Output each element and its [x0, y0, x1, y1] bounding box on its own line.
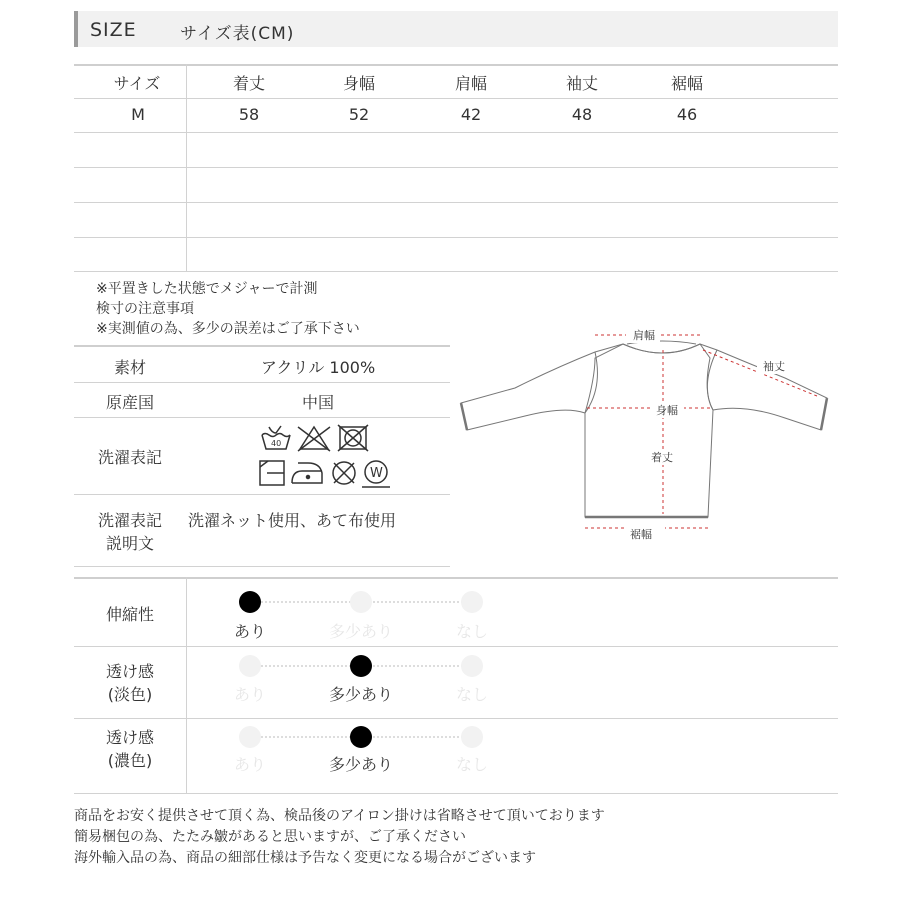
table-divider [74, 271, 838, 272]
scale-option-label: なし [455, 685, 488, 704]
table-divider [74, 132, 838, 133]
garment-neckline [623, 344, 700, 353]
table-divider [74, 793, 838, 794]
footer-note: 商品をお安く提供させて頂く為、検品後のアイロン掛けは省略させて頂いております [74, 808, 605, 824]
property-sublabel: (濃色) [107, 751, 153, 770]
origin-label: 原産国 [105, 393, 154, 412]
garment-cuff [821, 398, 827, 430]
section-header [74, 11, 838, 47]
garment-body-outline [585, 344, 713, 517]
size-table [74, 64, 838, 272]
care-desc-label-line1: 洗濯表記 [97, 511, 162, 530]
table-divider [74, 718, 838, 719]
column-header-chest: 身幅 [342, 74, 375, 93]
scale-dot [350, 591, 372, 613]
no-bleach-icon [298, 427, 330, 451]
care-icons [258, 423, 398, 493]
garment-left-sleeve [461, 344, 623, 430]
table-divider [74, 566, 450, 567]
table-divider [74, 202, 838, 203]
scale-dot-selected [350, 726, 372, 748]
column-header-hem: 裾幅 [670, 74, 703, 93]
material-value: アクリル 100% [260, 358, 376, 377]
material-table [74, 345, 450, 567]
care-label: 洗濯表記 [97, 448, 162, 467]
table-divider [74, 417, 450, 418]
measurement-note: ※実測値の為、多少の誤差はご了承下さい [96, 321, 360, 337]
table-divider [74, 98, 838, 99]
property-label: 伸縮性 [105, 605, 154, 624]
table-divider [74, 494, 450, 495]
no-tumble-dry-icon [338, 425, 368, 451]
diagram-label-sleeve: 袖丈 [763, 360, 785, 373]
scale-dot-selected [350, 655, 372, 677]
scale-option-label: あり [233, 755, 266, 774]
header-title: SIZE [90, 19, 137, 41]
table-column-divider [186, 64, 187, 272]
table-cell-length: 58 [238, 105, 260, 124]
table-cell-sleeve: 48 [571, 105, 593, 124]
hand-wash-40-icon [262, 426, 290, 449]
scale-dot [461, 726, 483, 748]
svg-text:W: W [370, 466, 383, 481]
scale-option-label: あり [233, 685, 266, 704]
table-divider [74, 646, 838, 647]
table-divider [74, 64, 838, 66]
table-cell-shoulder: 42 [460, 105, 482, 124]
table-cell-size: M [131, 105, 145, 124]
no-dry-clean-icon [333, 462, 355, 484]
table-divider [74, 237, 838, 238]
scale-option-label: 多少あり [328, 685, 393, 704]
measurement-note: ※平置きした状態でメジャーで計測 [96, 281, 318, 297]
column-header-sleeve: 袖丈 [565, 74, 598, 93]
garment-right-sleeve [700, 344, 827, 430]
origin-value: 中国 [301, 393, 334, 412]
column-header-shoulder: 肩幅 [454, 74, 487, 93]
scale-dot [239, 726, 261, 748]
table-divider [74, 382, 450, 383]
scale-dot [461, 591, 483, 613]
garment-left-armhole [585, 352, 597, 413]
line-dry-shade-icon [260, 461, 284, 485]
table-divider [74, 167, 838, 168]
diagram-label-shoulder: 肩幅 [633, 329, 655, 342]
scale-dot [239, 655, 261, 677]
svg-text:40: 40 [271, 439, 282, 448]
table-divider [74, 577, 838, 579]
scale-option-label: 多少あり [328, 755, 393, 774]
garment-right-armhole [707, 350, 717, 410]
scale-dot-selected [239, 591, 261, 613]
property-sublabel: (淡色) [107, 685, 153, 704]
header-accent-bar [74, 11, 78, 47]
property-label: 透け感 [105, 662, 154, 681]
diagram-label-hem: 裾幅 [630, 528, 652, 541]
scale-option-label: 多少あり [328, 622, 393, 641]
garment-cuff [461, 403, 467, 430]
material-label: 素材 [113, 358, 146, 377]
footer-note: 海外輸入品の為、商品の細部仕様は予告なく変更になる場合がございます [74, 850, 536, 866]
care-desc-value: 洗濯ネット使用、あて布使用 [188, 511, 397, 530]
garment-diagram [455, 318, 835, 548]
table-cell-hem: 46 [676, 105, 698, 124]
footer-note: 簡易梱包の為、たたみ皺があると思いますが、ご了承ください [74, 829, 466, 845]
table-divider [74, 345, 450, 347]
property-label: 透け感 [105, 728, 154, 747]
scale-option-label: あり [233, 622, 266, 641]
column-header-length: 着丈 [232, 74, 265, 93]
care-desc-label-line2: 説明文 [105, 534, 154, 553]
scale-option-label: なし [455, 755, 488, 774]
scale-dot [461, 655, 483, 677]
header-subtitle: サイズ表(CM) [180, 24, 295, 44]
diagram-label-length: 着丈 [651, 451, 673, 464]
table-column-divider [186, 577, 187, 794]
diagram-label-chest: 身幅 [656, 404, 678, 417]
iron-low-icon [292, 463, 322, 483]
measurement-note: 検寸の注意事項 [96, 301, 194, 317]
properties-table [74, 577, 838, 794]
table-cell-chest: 52 [348, 105, 370, 124]
wet-clean-icon [362, 461, 390, 487]
column-header-size: サイズ [113, 74, 161, 93]
scale-option-label: なし [455, 622, 488, 641]
